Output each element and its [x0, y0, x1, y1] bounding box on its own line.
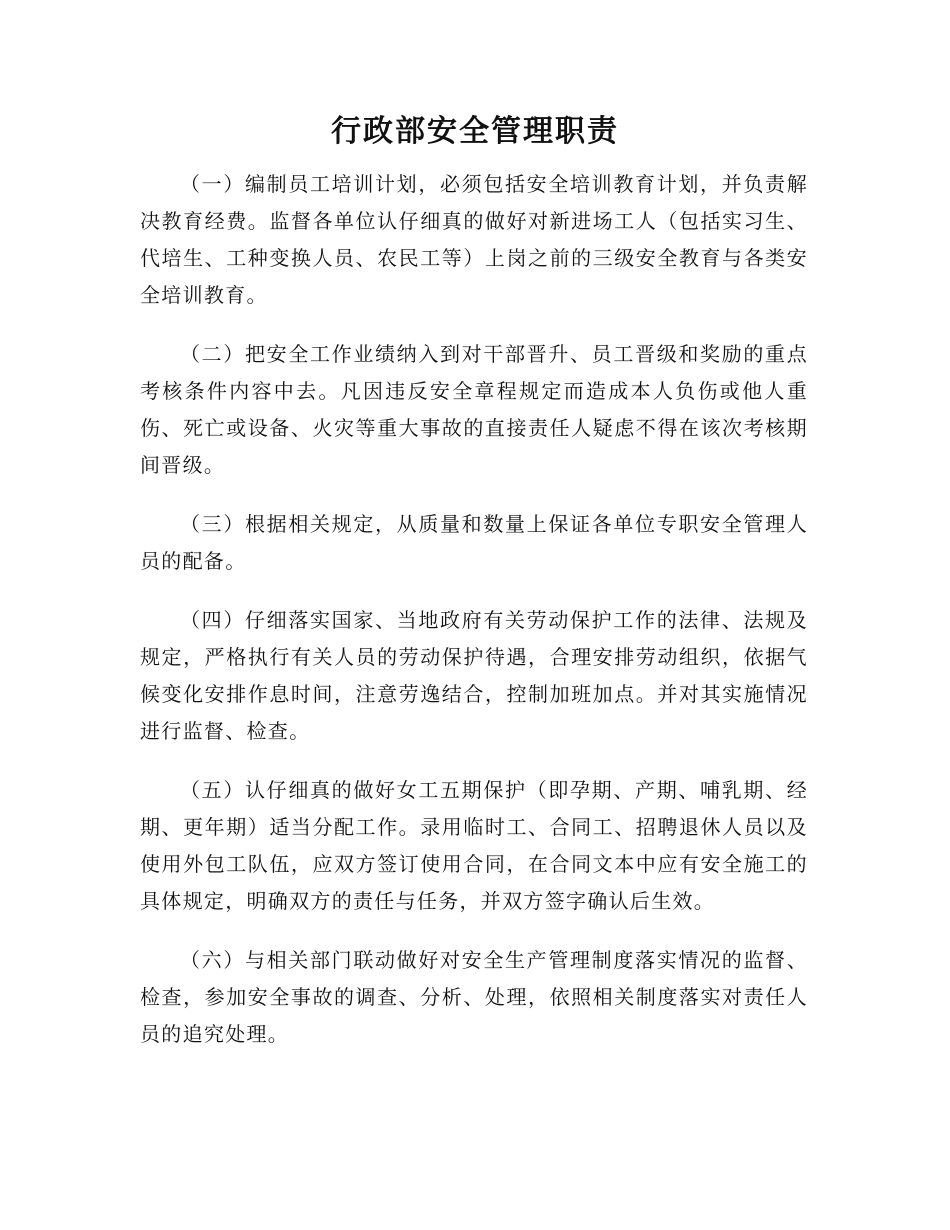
- document-body: [140, 166, 808, 1075]
- paragraph-1: （一）编制员工培训计划，必须包括安全培训教育计划，并负责解决教育经费。监督各单位认仔细真的做好对新进场工人（包括实习生、代培生、工种变换人员、农民工等）上岗之前的三级安全教育与各类安全培训教育。: [140, 172, 808, 307]
- paragraph-2: （二）把安全工作业绩纳入到对干部晋升、员工晋级和奖励的重点考核条件内容中去。凡因违反安全章程规定而造成本人负伤或他人重伤、死亡或设备、火灾等重大事故的直接责任人疑虑不得在该次考核期间晋级。: [140, 342, 808, 477]
- paragraph-5: （五）认仔细真的做好女工五期保护（即孕期、产期、哺乳期、经期、更年期）适当分配工作。录用临时工、合同工、招聘退休人员以及使用外包工队伍，应双方签订使用合同，在合同文本中应有安全施工的具体规定，明确双方的责任与任务，并双方签字确认后生效。: [140, 778, 808, 913]
- document-title: 行政部安全管理职责: [331, 114, 619, 149]
- paragraph-4: （四）仔细落实国家、当地政府有关劳动保护工作的法律、法规及规定，严格执行有关人员的劳动保护待遇，合理安排劳动组织，依据气候变化安排作息时间，注意劳逸结合，控制加班加点。并对其实施情况进行监督、检查。: [140, 608, 808, 743]
- paragraph-6: （六）与相关部门联动做好对安全生产管理制度落实情况的监督、检查，参加安全事故的调查、分析、处理，依照相关制度落实对责任人员的追究处理。: [140, 948, 808, 1046]
- paragraph-3: （三）根据相关规定，从质量和数量上保证各单位专职安全管理人员的配备。: [140, 512, 808, 573]
